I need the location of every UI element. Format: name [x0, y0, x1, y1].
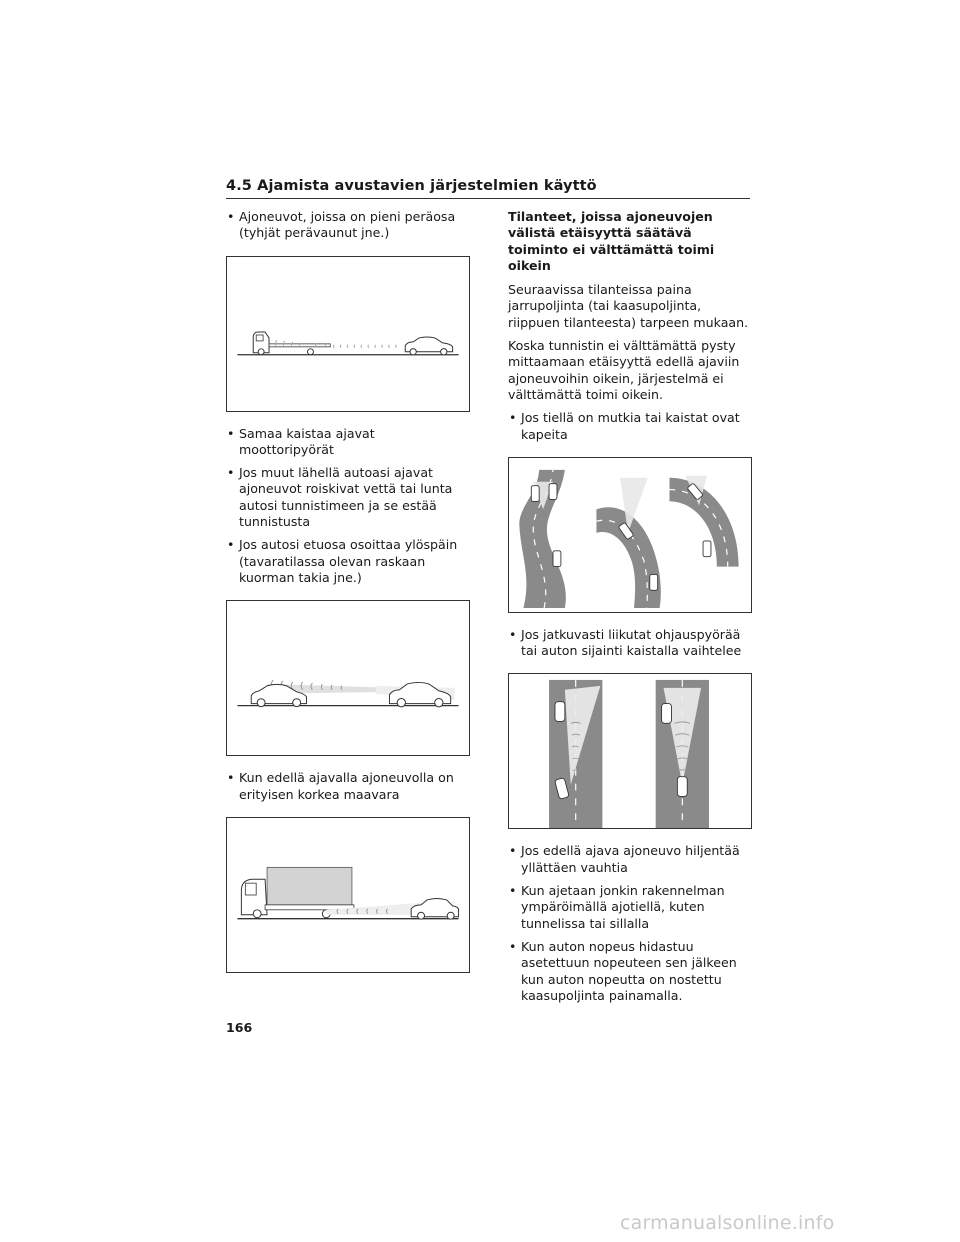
bullet-steering: • Jos jatkuvasti liikutat ohjauspyörää tai auton sijainti kaistalla vaihtelee	[508, 627, 752, 660]
bullet-tunnel: • Kun ajetaan jonkin rakennelman ympäröimällä ajotiellä, kuten tunnelissa tai sillalla	[508, 883, 752, 932]
sensor-paragraph: Koska tunnistin ei välttämättä pysty mittaamaan etäisyyttä edellä ajaviin ajoneuvoihin oikein, järjestelmä ei välttämättä toimi oikein.	[508, 338, 740, 402]
curved-road-illustration	[508, 457, 752, 613]
lane-position-illustration	[508, 673, 752, 829]
bullet-curves: • Jos tiellä on mutkia tai kaistat ovat kapeita	[508, 410, 752, 443]
high-clearance-truck-illustration	[226, 817, 470, 973]
right-column	[508, 209, 752, 1011]
bullet-water-snow: • Jos muut lähellä autoasi ajavat ajoneuvot roiskivat vettä tai lunta autosi tunnistimeen ja se estää tunnistusta	[226, 465, 472, 530]
situations-heading: Tilanteet, joissa ajoneuvojen välistä etäisyyttä säätävä toiminto ei välttämättä toimi oikein	[508, 209, 715, 273]
car-spray-illustration	[226, 600, 470, 756]
bullet-sudden-slowdown: • Jos edellä ajava ajoneuvo hiljentää yllättäen vauhtia	[508, 843, 752, 876]
bullet-front-up: • Jos autosi etuosa osoittaa ylöspäin (tavaratilassa olevan raskaan kuorman takia jne.)	[226, 537, 472, 586]
page-number: 166	[226, 1020, 253, 1035]
intro-paragraph: Seuraavissa tilanteissa paina jarrupoljinta (tai kaasupoljinta, riippuen tilanteesta) tarpeen mukaan.	[508, 282, 749, 330]
bullet-motorcycles: • Samaa kaistaa ajavat moottoripyörät	[226, 426, 472, 459]
bullet-high-clearance: • Kun edellä ajavalla ajoneuvolla on erityisen korkea maavara	[226, 770, 472, 803]
left-column	[226, 209, 472, 973]
watermark: carmanualsonline.info	[620, 1212, 835, 1234]
bullet-small-rear: • Ajoneuvot, joissa on pieni peräosa (tyhjät perävaunut jne.)	[226, 209, 472, 242]
bullet-speed-reduction: • Kun auton nopeus hidastuu asetettuun nopeuteen sen jälkeen kun auton nopeutta on nostettu kaasupoljinta painamalla.	[508, 939, 752, 1004]
section-title: 4.5 Ajamista avustavien järjestelmien käyttö	[226, 178, 750, 199]
truck-with-trailer-illustration	[226, 256, 470, 412]
